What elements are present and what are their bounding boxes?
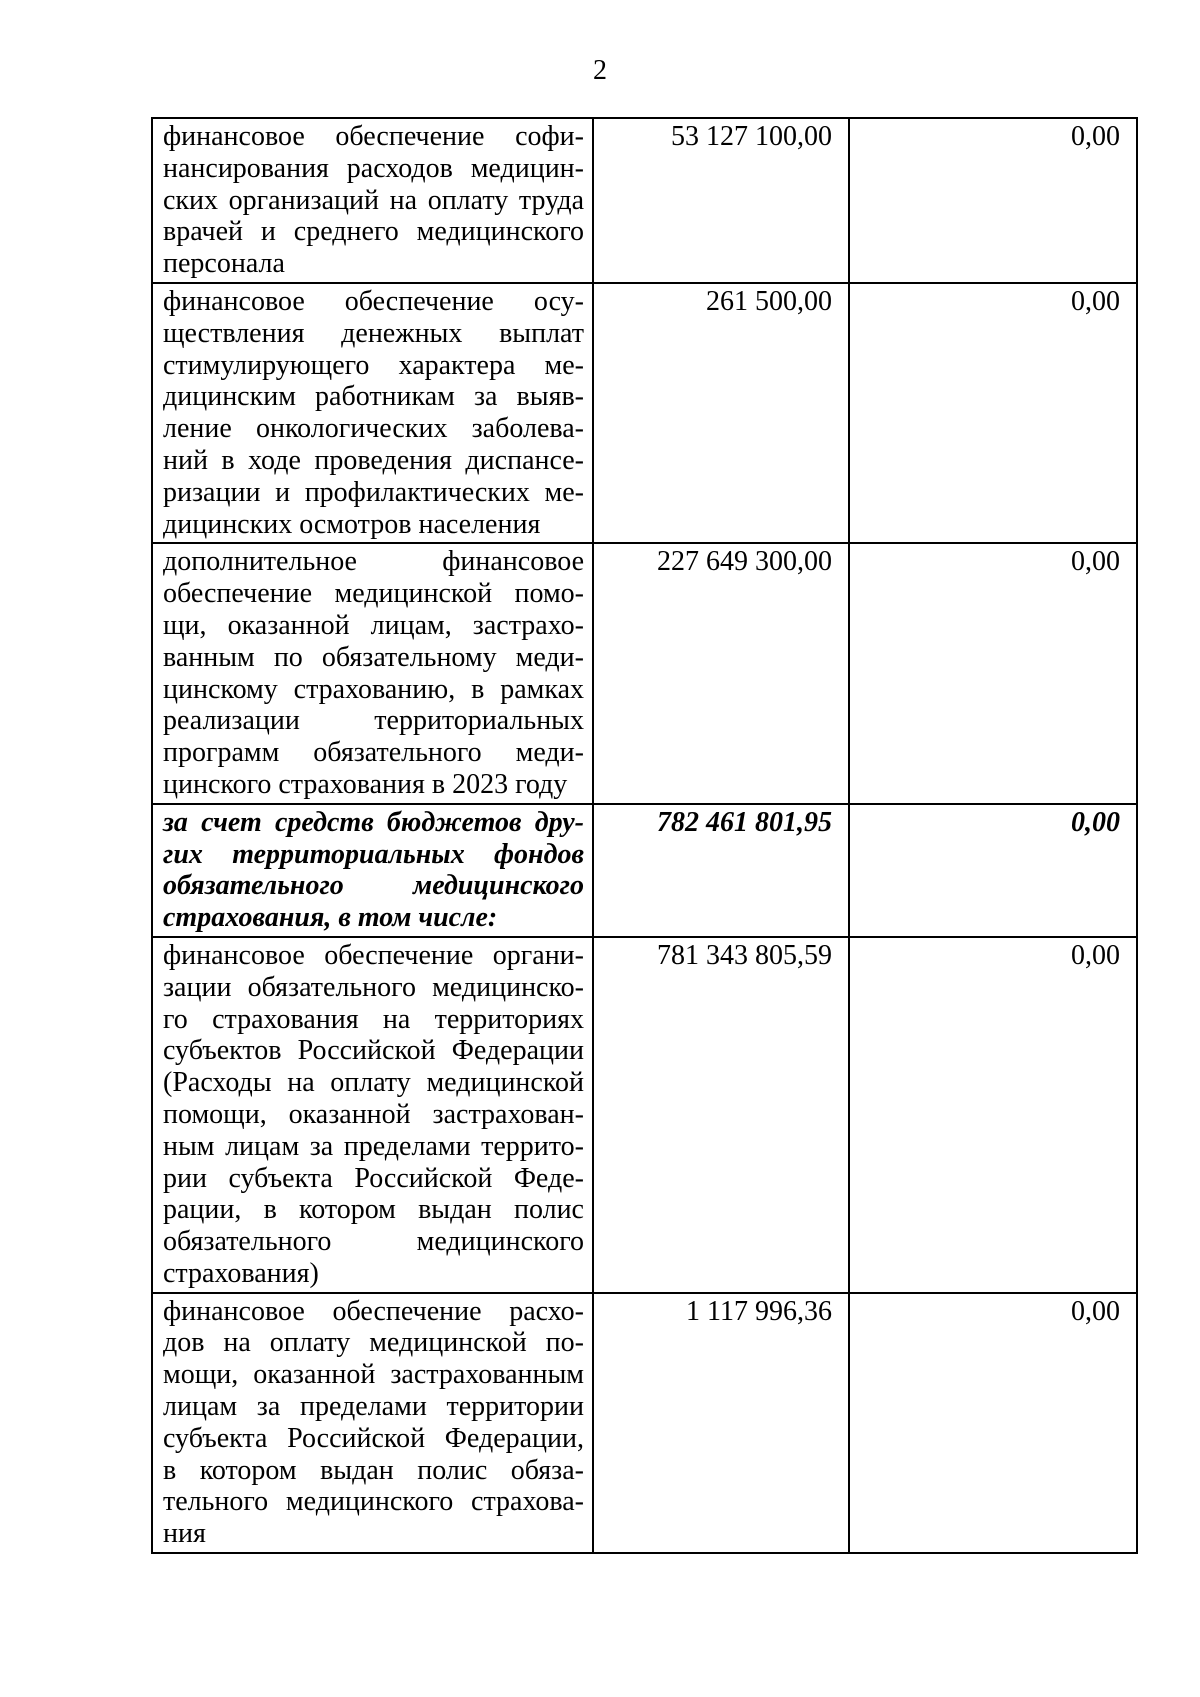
- amount-2-cell: 0,00: [849, 1293, 1137, 1553]
- table-row: [152, 283, 1137, 543]
- description-line: обязательного медицинского: [163, 870, 584, 902]
- description-line: ния: [163, 1518, 206, 1550]
- description-line: тельного медицинского страхова-: [163, 1486, 584, 1518]
- amount-2-cell: 0,00: [849, 804, 1137, 937]
- description-line: врачей и среднего медицинского: [163, 216, 584, 248]
- description-line: рии субъекта Российской Феде-: [163, 1162, 584, 1194]
- description-line: страхования, в том числе:: [163, 902, 498, 934]
- amount-2-cell: 0,00: [849, 543, 1137, 803]
- table-row: [152, 118, 1137, 283]
- description-line: цинского страхования в 2023 году: [163, 768, 568, 800]
- amount-cell: 261 500,00: [593, 283, 849, 543]
- amount-cell: 53 127 100,00: [593, 118, 849, 283]
- table-row: [152, 543, 1137, 803]
- amount-cell: 782 461 801,95: [593, 804, 849, 937]
- expense-description: [152, 283, 593, 543]
- expense-description: [152, 543, 593, 803]
- description-line: стимулирующего характера ме-: [163, 349, 584, 381]
- amount-2-cell: 0,00: [849, 283, 1137, 543]
- table-row: [152, 804, 1137, 937]
- description-line: дов на оплату медицинской по-: [163, 1327, 584, 1359]
- description-line: страхования): [163, 1257, 319, 1289]
- description-line: цинскому страхованию, в рамках: [163, 673, 584, 705]
- expense-description: [152, 804, 593, 937]
- description-line: ным лицам за пределами террито-: [163, 1130, 584, 1162]
- description-line: реализации территориальных: [163, 705, 584, 737]
- budget-table: [151, 117, 1138, 1554]
- description-line: нансирования расходов медицин-: [163, 152, 584, 184]
- description-line: щи, оказанной лицам, застрахо-: [163, 609, 584, 641]
- description-line: субъектов Российской Федерации: [163, 1035, 584, 1067]
- budget-table-body: [152, 118, 1137, 1553]
- description-line: зации обязательного медицинско-: [163, 971, 584, 1003]
- description-line: в котором выдан полис обяза-: [163, 1454, 584, 1486]
- description-line: обязательного медицинского: [163, 1226, 584, 1258]
- amount-cell: 227 649 300,00: [593, 543, 849, 803]
- description-line: ризации и профилактических ме-: [163, 476, 584, 508]
- description-line: го страхования на территориях: [163, 1003, 584, 1035]
- description-line: программ обязательного меди-: [163, 737, 584, 769]
- description-line: гих территориальных фондов: [163, 838, 584, 870]
- description-line: дицинских осмотров населения: [163, 508, 541, 540]
- description-line: лицам за пределами территории: [163, 1391, 584, 1423]
- description-line: персонала: [163, 248, 285, 280]
- description-line: помощи, оказанной застрахован-: [163, 1098, 584, 1130]
- description-line: ванным по обязательному меди-: [163, 641, 584, 673]
- description-line: дицинским работникам за выяв-: [163, 381, 584, 413]
- description-line: рации, в котором выдан полис: [163, 1194, 584, 1226]
- description-line: ление онкологических заболева-: [163, 413, 584, 445]
- expense-description: [152, 1293, 593, 1553]
- description-line: обеспечение медицинской помо-: [163, 578, 584, 610]
- amount-cell: 1 117 996,36: [593, 1293, 849, 1553]
- expense-description: [152, 937, 593, 1293]
- table-row: [152, 1293, 1137, 1553]
- expense-description: [152, 118, 593, 283]
- description-line: мощи, оказанной застрахованным: [163, 1359, 584, 1391]
- description-line: ний в ходе проведения диспансе-: [163, 444, 584, 476]
- description-line: (Расходы на оплату медицинской: [163, 1067, 584, 1099]
- description-line: дополнительное финансовое: [163, 546, 584, 578]
- description-line: за счет средств бюджетов дру-: [163, 806, 584, 838]
- description-line: финансовое обеспечение органи-: [163, 939, 584, 971]
- amount-2-cell: 0,00: [849, 118, 1137, 283]
- description-line: ществления денежных выплат: [163, 317, 584, 349]
- table-row: [152, 937, 1137, 1293]
- description-line: ских организаций на оплату труда: [163, 184, 584, 216]
- description-line: финансовое обеспечение расхо-: [163, 1295, 584, 1327]
- description-line: финансовое обеспечение софи-: [163, 121, 584, 152]
- description-line: субъекта Российской Федерации,: [163, 1422, 584, 1454]
- page-number: 2: [593, 55, 607, 86]
- description-line: финансовое обеспечение осу-: [163, 285, 584, 317]
- amount-cell: 781 343 805,59: [593, 937, 849, 1293]
- amount-2-cell: 0,00: [849, 937, 1137, 1293]
